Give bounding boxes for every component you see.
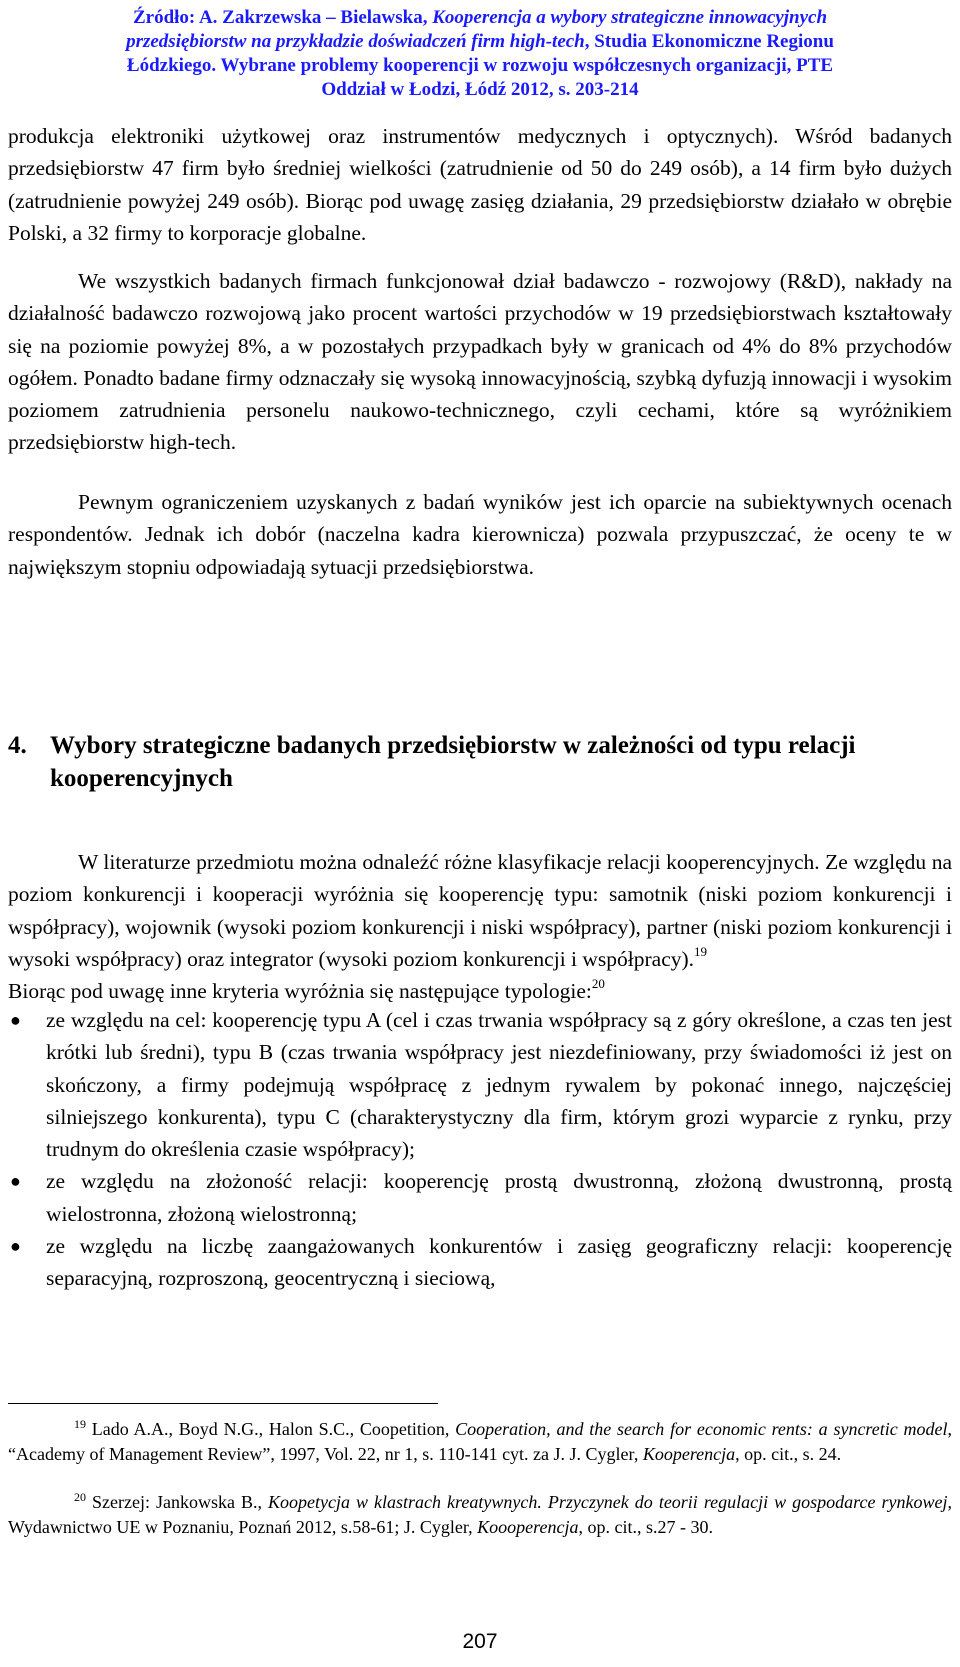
list-item: ● ze względu na złożoność relacji: kooperencję prostą dwustronną, złożoną dwustronną, prostą wielostronna, złożoną wielostronną; — [8, 1165, 952, 1230]
paragraph-1: produkcja elektroniki użytkowej oraz instrumentów medycznych i optycznych). Wśród badanych przedsiębiorstw 47 firm było średniej wielkości (zatrudnienie od 50 do 249 osób), a 14 firm było dużych (zatrudnienie powyżej 249 osób). Biorąc pod uwagę zasięg działania, 29 przedsiębiorstw działało w obrębie Polski, a 32 firmy to korporacje globalne. — [8, 124, 952, 245]
header-line-2: przedsiębiorstw na przykładzie doświadczeń firm high-tech, Studia Ekonomiczne Regionu — [126, 31, 834, 52]
bullet-icon: ● — [10, 1236, 21, 1257]
bullet-icon: ● — [10, 1171, 21, 1192]
typology-list — [8, 1004, 952, 1295]
paragraph-2: We wszystkich badanych firmach funkcjonował dział badawczo - rozwojowy (R&D), nakłady na działalność badawczo rozwojową jako procent wartości przychodów w 19 przedsiębiorstwach kształtowały się na poziomie powyżej 8%, a w pozostałych przypadkach były w granicach od 4% do 8% przychodów ogółem. Ponadto badane firmy odznaczały się wysoką innowacyjnością, szybką dyfuzją innowacji i wysokim poziomem zatrudnienia personelu naukowo-technicznego, czyli cechami, które są wyróżnikiem przedsiębiorstw high-tech. — [8, 269, 952, 455]
section-number: 4. — [8, 732, 27, 759]
footnote-19: $^{19}$ Lado A.A., Boyd N.G., Halon S.C., Coopetition, Cooperation, and the search for economic rents: a syncretic model, “Academy of Management Review”, 1997, Vol. 22, nr 1, s. 110-141 cyt. za J. J. Cygler, Kooperencja, op. cit., s. 24. — [8, 1417, 953, 1464]
footnote-ref-20[interactable]: 20 — [591, 976, 605, 992]
footnote-separator — [8, 1403, 438, 1404]
footnote-20: $^{20}$ Szerzej: Jankowska B., Koopetycja w klastrach kreatywnych. Przyczynek do teorii regulacji w gospodarce rynkowej, Wydawnictwo UE w Poznaniu, Poznań 2012, s.58-61; J. Cygler, Koooperencja, op. cit., s.27 - 30. — [8, 1490, 952, 1537]
bullet-icon: ● — [10, 1010, 21, 1030]
list-item: ● ze względu na liczbę zaangażowanych konkurentów i zasięg geograficzny relacji: kooperencję separacyjną, rozproszoną, geocentryczną i sieciową, — [8, 1230, 952, 1295]
header-line-4: Oddział w Łodzi, Łódź 2012, s. 203-214 — [321, 79, 639, 100]
section-paragraph: W literaturze przedmiotu można odnaleźć różne klasyfikacje relacji kooperencyjnych. Ze względu na poziom konkurencji i kooperacji wyróżnia się kooperencję typu: samotnik (niski poziom konkurencji i współpracy), wojownik (wysoki poziom konkurencji i niski współpracy), partner (niski poziom konkurencji i wysoki współpracy) oraz integrator (wysoki poziom konkurencji i współpracy).$^{19}$ Biorąc pod uwagę inne kryteria wyróżnia się następujące typologie:$^{20}$ — [8, 850, 952, 1004]
section-title: Wybory strategiczne badanych przedsiębiorstw w zależności od typu relacji kooperencyjnych — [50, 732, 856, 792]
source-header — [40, 6, 920, 102]
header-line-3: Łódzkiego. Wybrane problemy kooperencji w rozwoju współczesnych organizacji, PTE — [126, 55, 834, 76]
section-heading — [8, 729, 952, 795]
footnote-ref-19[interactable]: 19 — [694, 943, 708, 959]
page-number: 207 — [462, 1630, 498, 1653]
list-item: ● ze względu na cel: kooperencję typu A (cel i czas trwania współpracy są z góry określone, a czas ten jest krótki lub średni), typu B (czas trwania współpracy jest niezdefiniowany, przy świadomości iż jest on skończony, a firmy podejmują współpracę z jednym rywalem by pokonać innego, najczęściej silniejszego konkurenta), typu C (charakterystyczny dla firm, którym grozi wyparcie z rynku, przy trudnym do określenia czasie współpracy); — [8, 1004, 952, 1165]
header-line-1: Źródło: A. Zakrzewska – Bielawska, Kooperencja a wybory strategiczne innowacyjnych — [132, 7, 828, 28]
paragraph-3: Pewnym ograniczeniem uzyskanych z badań wyników jest ich oparcie na subiektywnych ocenach respondentów. Jednak ich dobór (naczelna kadra kierownicza) pozwala przypuszczać, że oceny te w największym stopniu odpowiadają sytuacji przedsiębiorstwa. — [8, 490, 952, 579]
